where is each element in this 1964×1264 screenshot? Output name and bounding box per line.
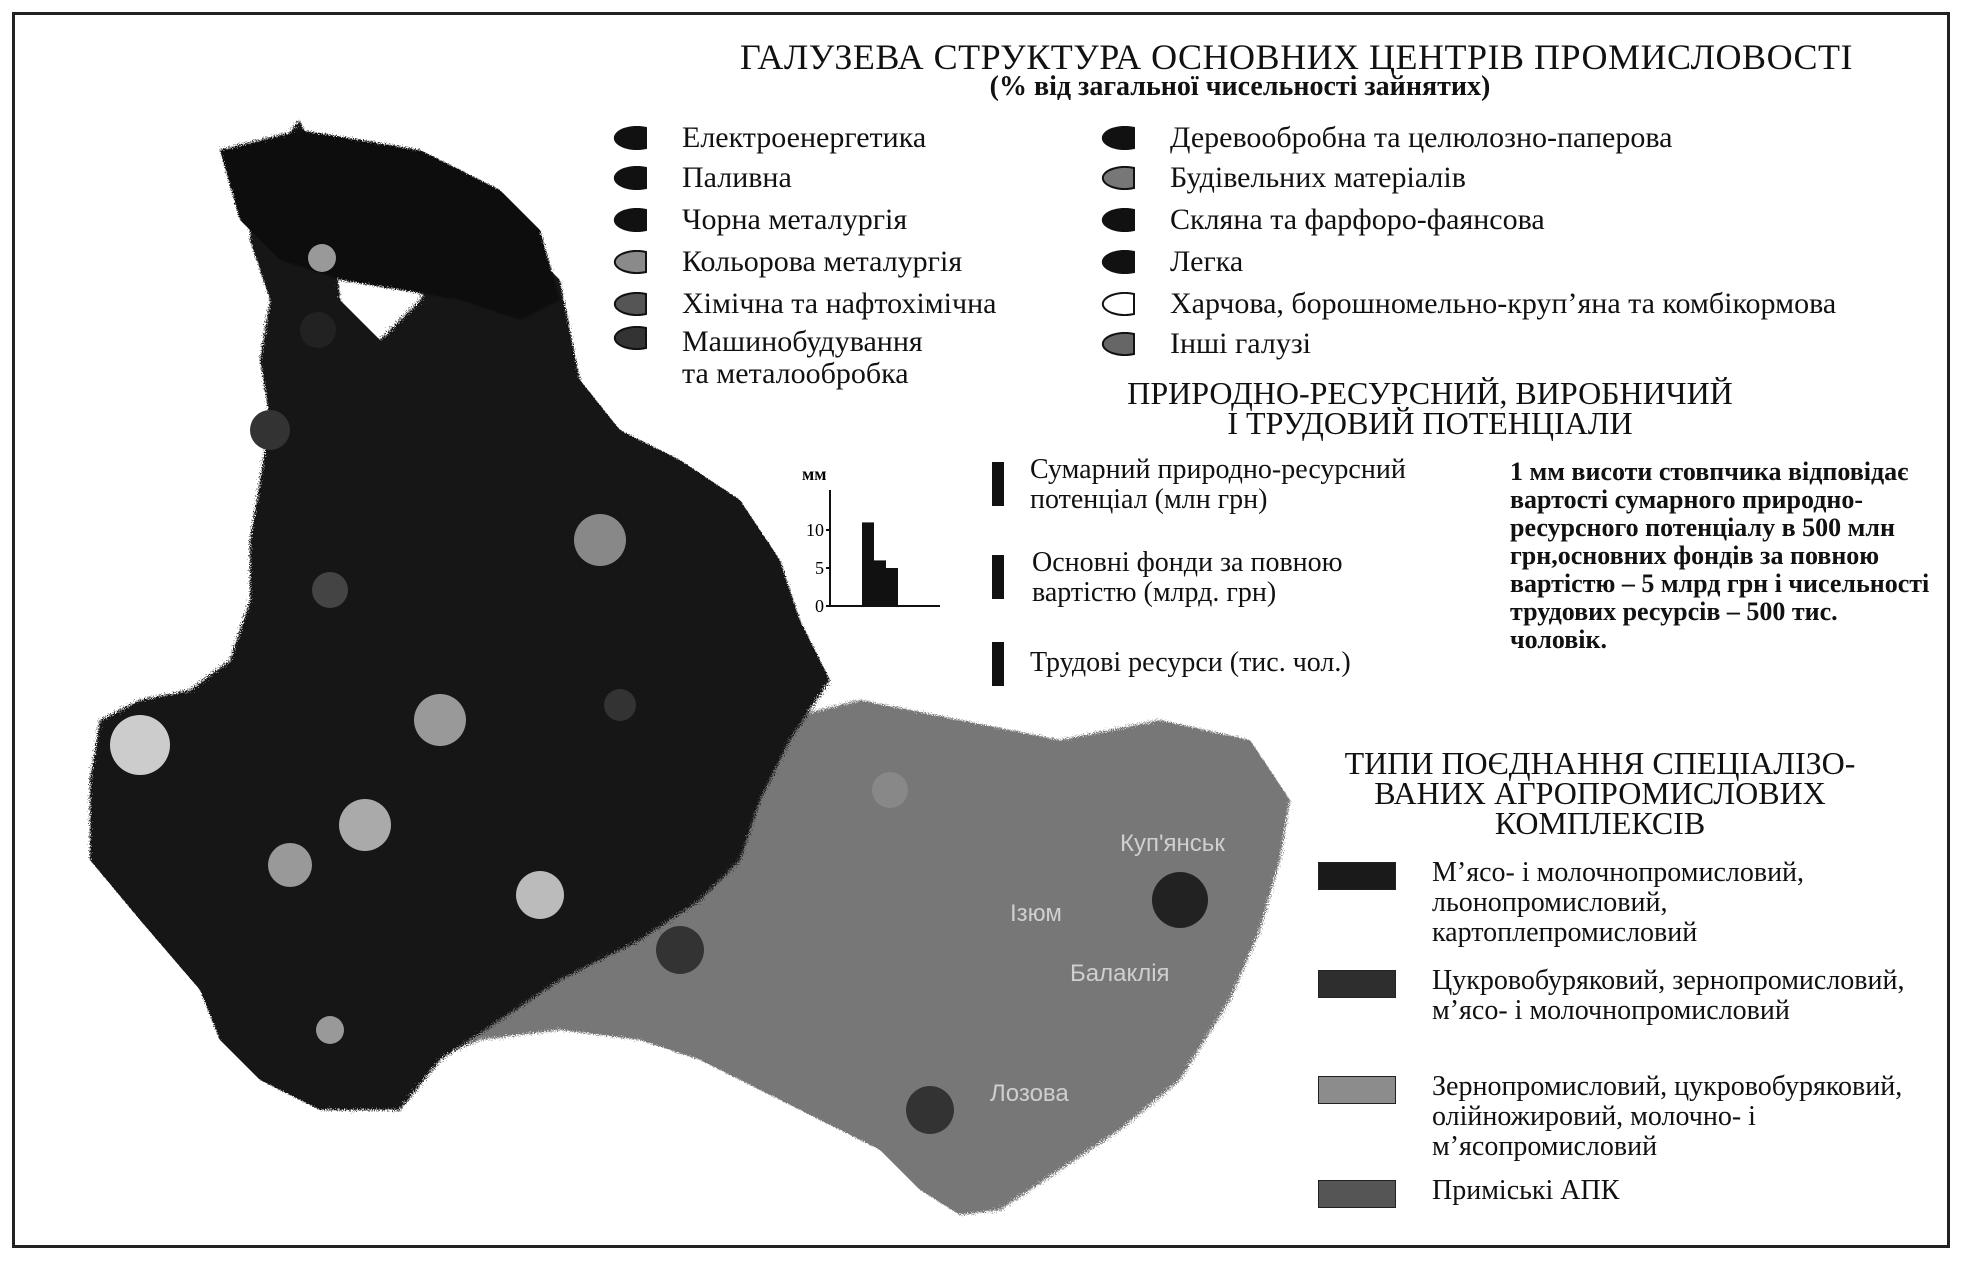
pie-sector-icon [606, 208, 650, 232]
pie-sector-icon [606, 326, 650, 350]
apk-label: Приміські АПК [1432, 1175, 1620, 1206]
pie-sector-icon [1094, 208, 1138, 232]
scale-bar [874, 560, 886, 606]
centre-marker [316, 1016, 344, 1044]
apk-label: Зернопромисловий, цукровобуряковий, олійножировий, молочно- і м’ясопромисловий [1432, 1071, 1903, 1162]
centre-marker [516, 871, 564, 919]
scale-bar [862, 522, 874, 606]
pie-sector-icon [1094, 292, 1138, 316]
centre-marker [312, 572, 348, 608]
potential-label-funds [1032, 548, 1343, 608]
industry-legend-label: Електроенергетика [682, 121, 927, 154]
potential-symbol-funds [992, 555, 1004, 599]
centre-marker [1152, 872, 1208, 928]
apk-title-line2: ВАНИХ АГРОПРОМИСЛОВИХ [1374, 775, 1826, 811]
potential-title-line2: І ТРУДОВИЙ ПОТЕНЦІАЛИ [1227, 405, 1633, 441]
industry-legend-label: Чорна металургія [682, 203, 908, 236]
industry-legend-item [1094, 160, 1466, 196]
pie-sector-icon [1094, 250, 1138, 274]
potential-label-resource-line1: Сумарний природно-ресурсний [1030, 454, 1406, 485]
industry-legend-label-line1: Машинобудування [682, 325, 923, 358]
potential-symbol-resource [992, 462, 1004, 506]
industry-legend-item [1094, 286, 1836, 322]
city-balakliia: Балаклія [1070, 960, 1170, 987]
centre-marker [604, 689, 636, 721]
city-lozova: Лозова [990, 1080, 1069, 1107]
centre-marker [339, 799, 391, 851]
apk-swatch [1318, 1180, 1396, 1208]
centre-marker [906, 1086, 954, 1134]
apk-title [1300, 745, 1900, 841]
apk-swatch [1318, 1076, 1396, 1104]
apk-label: Цукровобуряковий, зернопромисловий, м’ясо- і молочнопромисловий [1432, 965, 1905, 1026]
centre-marker [300, 312, 336, 348]
industry-legend-item [606, 325, 923, 390]
apk-swatch [1318, 862, 1396, 890]
city-kupiansk: Куп'янськ [1120, 830, 1225, 857]
scale-tick-label: 0 [815, 596, 824, 616]
centre-marker [574, 514, 626, 566]
potential-symbol-labor [992, 642, 1004, 686]
centre-marker [656, 926, 704, 974]
potential-title [1090, 375, 1770, 441]
industry-legend-item [606, 202, 907, 238]
apk-legend-item [1318, 966, 1932, 1026]
industry-legend-label: Хімічна та нафтохімічна [682, 287, 997, 320]
centre-marker [414, 694, 466, 746]
potential-label-resource-line2: потенціал (млн грн) [1030, 484, 1268, 515]
pie-sector-icon [1094, 166, 1138, 190]
apk-legend-item [1318, 858, 1932, 948]
potential-label-resource [1030, 455, 1406, 515]
industry-legend-label [682, 326, 923, 390]
pie-sector-icon [1094, 332, 1138, 356]
apk-label: М’ясо- і молочнопромисловий, льонопромисловий, картоплепромисловий [1432, 857, 1805, 948]
industry-legend-label: Скляна та фарфоро-фаянсова [1170, 203, 1545, 236]
industry-legend-label-line2: та металообробка [682, 357, 909, 390]
potential-label-labor: Трудові ресурси (тис. чол.) [1030, 647, 1351, 678]
industry-legend-item [1094, 326, 1311, 362]
centre-marker [110, 715, 170, 775]
industry-legend-label: Інші галузі [1170, 327, 1312, 360]
scale-tick-label: 10 [806, 520, 824, 540]
apk-legend-item [1318, 1176, 1932, 1208]
city-izium: Ізюм [1010, 900, 1062, 927]
potential-label-funds-line1: Основні фонди за повною [1032, 547, 1343, 578]
scale-unit: мм [802, 464, 827, 484]
industry-legend-subtitle: (% від загальної чисельності зайнятих) [989, 71, 1491, 102]
industry-legend-item [606, 160, 792, 196]
potential-scale-chart [790, 460, 950, 620]
centre-marker [872, 772, 908, 808]
industry-legend-item [606, 286, 996, 322]
potential-label-funds-line2: вартістю (млрд. грн) [1032, 577, 1277, 608]
pie-sector-icon [606, 250, 650, 274]
industry-legend-label: Кольорова металургія [682, 245, 963, 278]
industry-legend-item [606, 244, 962, 280]
potential-title-line1: ПРИРОДНО-РЕСУРСНИЙ, ВИРОБНИЧИЙ [1127, 375, 1733, 411]
centre-marker [268, 843, 312, 887]
industry-legend-label: Легка [1170, 245, 1244, 278]
potential-scale-note: 1 мм висоти стовпчика відповідає вартості сумарного природно-ресурсного потенціалу в 500 млн грн,основних фондів за повною вартістю – 5 млрд грн і чисельності трудових ресурсів – 500 тис. чоловік. [1510, 457, 1930, 654]
centre-marker [250, 410, 290, 450]
scale-bar [886, 568, 898, 606]
apk-legend-item [1318, 1072, 1932, 1162]
scale-tick-label: 5 [815, 558, 824, 578]
industry-legend-item [1094, 120, 1672, 156]
pie-sector-icon [606, 126, 650, 150]
industry-legend-label: Деревообробна та целюлозно-паперова [1170, 121, 1673, 154]
industry-legend-title: ГАЛУЗЕВА СТРУКТУРА ОСНОВНИХ ЦЕНТРІВ ПРОМИСЛОВОСТІ [740, 37, 1853, 77]
pie-sector-icon [606, 292, 650, 316]
industry-legend-item [1094, 202, 1545, 238]
centre-marker [308, 244, 336, 272]
industry-legend-item [1094, 244, 1243, 280]
industry-legend-label: Харчова, борошномельно-круп’яна та комбікормова [1170, 287, 1837, 320]
apk-title-line3: КОМПЛЕКСІВ [1494, 805, 1706, 841]
pie-sector-icon [1094, 126, 1138, 150]
pie-sector-icon [606, 166, 650, 190]
industry-legend-item [606, 120, 926, 156]
industry-legend-label: Будівельних матеріалів [1170, 161, 1466, 194]
industry-legend-label: Паливна [682, 161, 792, 194]
apk-swatch [1318, 970, 1396, 998]
apk-title-line1: ТИПИ ПОЄДНАННЯ СПЕЦІАЛІЗО- [1344, 745, 1856, 781]
